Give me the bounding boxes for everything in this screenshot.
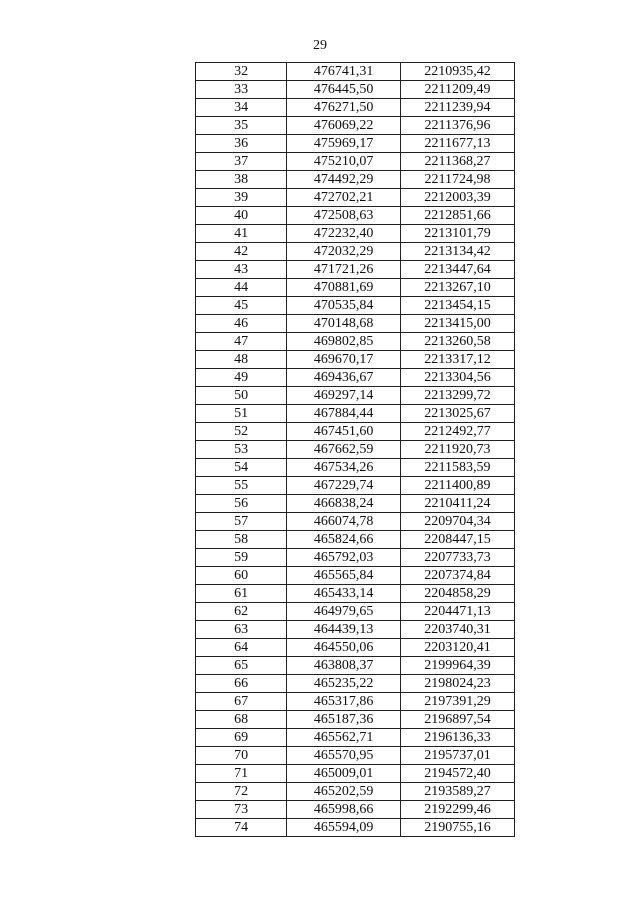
- y-coordinate-cell: 2207374,84: [401, 567, 515, 585]
- table-row: [196, 261, 515, 279]
- table-row: [196, 657, 515, 675]
- x-coordinate-cell: 465187,36: [287, 711, 401, 729]
- x-coordinate-cell: 465235,22: [287, 675, 401, 693]
- point-number-cell: 47: [196, 333, 287, 351]
- y-coordinate-cell: 2213454,15: [401, 297, 515, 315]
- point-number-cell: 63: [196, 621, 287, 639]
- point-number-cell: 44: [196, 279, 287, 297]
- y-coordinate-cell: 2207733,73: [401, 549, 515, 567]
- x-coordinate-cell: 469297,14: [287, 387, 401, 405]
- x-coordinate-cell: 465562,71: [287, 729, 401, 747]
- x-coordinate-cell: 467662,59: [287, 441, 401, 459]
- x-coordinate-cell: 470535,84: [287, 297, 401, 315]
- coordinates-table-body: [196, 63, 515, 837]
- table-row: [196, 423, 515, 441]
- y-coordinate-cell: 2213260,58: [401, 333, 515, 351]
- table-row: [196, 675, 515, 693]
- point-number-cell: 46: [196, 315, 287, 333]
- y-coordinate-cell: 2196897,54: [401, 711, 515, 729]
- point-number-cell: 51: [196, 405, 287, 423]
- point-number-cell: 56: [196, 495, 287, 513]
- page-number: 29: [313, 38, 327, 53]
- y-coordinate-cell: 2212492,77: [401, 423, 515, 441]
- table-row: [196, 603, 515, 621]
- y-coordinate-cell: 2196136,33: [401, 729, 515, 747]
- point-number-cell: 62: [196, 603, 287, 621]
- coordinates-table: [195, 62, 515, 837]
- x-coordinate-cell: 465317,86: [287, 693, 401, 711]
- point-number-cell: 42: [196, 243, 287, 261]
- point-number-cell: 35: [196, 117, 287, 135]
- table-row: [196, 639, 515, 657]
- y-coordinate-cell: 2211376,96: [401, 117, 515, 135]
- y-coordinate-cell: 2213101,79: [401, 225, 515, 243]
- y-coordinate-cell: 2213134,42: [401, 243, 515, 261]
- x-coordinate-cell: 470148,68: [287, 315, 401, 333]
- y-coordinate-cell: 2203740,31: [401, 621, 515, 639]
- table-row: [196, 495, 515, 513]
- y-coordinate-cell: 2198024,23: [401, 675, 515, 693]
- x-coordinate-cell: 467884,44: [287, 405, 401, 423]
- x-coordinate-cell: 466838,24: [287, 495, 401, 513]
- y-coordinate-cell: 2211583,59: [401, 459, 515, 477]
- point-number-cell: 43: [196, 261, 287, 279]
- point-number-cell: 38: [196, 171, 287, 189]
- x-coordinate-cell: 465202,59: [287, 783, 401, 801]
- point-number-cell: 50: [196, 387, 287, 405]
- y-coordinate-cell: 2211400,89: [401, 477, 515, 495]
- x-coordinate-cell: 465792,03: [287, 549, 401, 567]
- point-number-cell: 54: [196, 459, 287, 477]
- point-number-cell: 49: [196, 369, 287, 387]
- table-row: [196, 621, 515, 639]
- x-coordinate-cell: 465433,14: [287, 585, 401, 603]
- x-coordinate-cell: 467534,26: [287, 459, 401, 477]
- x-coordinate-cell: 465998,66: [287, 801, 401, 819]
- x-coordinate-cell: 464439,13: [287, 621, 401, 639]
- point-number-cell: 37: [196, 153, 287, 171]
- y-coordinate-cell: 2199964,39: [401, 657, 515, 675]
- y-coordinate-cell: 2210411,24: [401, 495, 515, 513]
- point-number-cell: 64: [196, 639, 287, 657]
- table-row: [196, 297, 515, 315]
- x-coordinate-cell: 472702,21: [287, 189, 401, 207]
- point-number-cell: 65: [196, 657, 287, 675]
- x-coordinate-cell: 465570,95: [287, 747, 401, 765]
- table-row: [196, 531, 515, 549]
- y-coordinate-cell: 2209704,34: [401, 513, 515, 531]
- table-row: [196, 747, 515, 765]
- table-row: [196, 819, 515, 837]
- y-coordinate-cell: 2213025,67: [401, 405, 515, 423]
- x-coordinate-cell: 467451,60: [287, 423, 401, 441]
- table-row: [196, 225, 515, 243]
- table-row: [196, 693, 515, 711]
- point-number-cell: 36: [196, 135, 287, 153]
- x-coordinate-cell: 467229,74: [287, 477, 401, 495]
- x-coordinate-cell: 475210,07: [287, 153, 401, 171]
- point-number-cell: 41: [196, 225, 287, 243]
- table-row: [196, 333, 515, 351]
- table-row: [196, 117, 515, 135]
- point-number-cell: 45: [196, 297, 287, 315]
- table-row: [196, 171, 515, 189]
- y-coordinate-cell: 2194572,40: [401, 765, 515, 783]
- point-number-cell: 68: [196, 711, 287, 729]
- x-coordinate-cell: 463808,37: [287, 657, 401, 675]
- y-coordinate-cell: 2213304,56: [401, 369, 515, 387]
- y-coordinate-cell: 2211209,49: [401, 81, 515, 99]
- table-row: [196, 189, 515, 207]
- table-row: [196, 63, 515, 81]
- x-coordinate-cell: 476741,31: [287, 63, 401, 81]
- y-coordinate-cell: 2197391,29: [401, 693, 515, 711]
- table-row: [196, 765, 515, 783]
- point-number-cell: 69: [196, 729, 287, 747]
- y-coordinate-cell: 2211920,73: [401, 441, 515, 459]
- table-row: [196, 405, 515, 423]
- point-number-cell: 53: [196, 441, 287, 459]
- table-row: [196, 459, 515, 477]
- y-coordinate-cell: 2211677,13: [401, 135, 515, 153]
- y-coordinate-cell: 2195737,01: [401, 747, 515, 765]
- y-coordinate-cell: 2211239,94: [401, 99, 515, 117]
- table-row: [196, 369, 515, 387]
- x-coordinate-cell: 465009,01: [287, 765, 401, 783]
- point-number-cell: 66: [196, 675, 287, 693]
- y-coordinate-cell: 2213415,00: [401, 315, 515, 333]
- x-coordinate-cell: 475969,17: [287, 135, 401, 153]
- x-coordinate-cell: 476069,22: [287, 117, 401, 135]
- point-number-cell: 39: [196, 189, 287, 207]
- table-row: [196, 351, 515, 369]
- point-number-cell: 60: [196, 567, 287, 585]
- y-coordinate-cell: 2213447,64: [401, 261, 515, 279]
- y-coordinate-cell: 2213317,12: [401, 351, 515, 369]
- y-coordinate-cell: 2213299,72: [401, 387, 515, 405]
- table-row: [196, 279, 515, 297]
- point-number-cell: 72: [196, 783, 287, 801]
- x-coordinate-cell: 470881,69: [287, 279, 401, 297]
- table-row: [196, 567, 515, 585]
- x-coordinate-cell: 465824,66: [287, 531, 401, 549]
- point-number-cell: 73: [196, 801, 287, 819]
- table-row: [196, 585, 515, 603]
- table-row: [196, 477, 515, 495]
- y-coordinate-cell: 2192299,46: [401, 801, 515, 819]
- y-coordinate-cell: 2190755,16: [401, 819, 515, 837]
- y-coordinate-cell: 2213267,10: [401, 279, 515, 297]
- x-coordinate-cell: 476445,50: [287, 81, 401, 99]
- y-coordinate-cell: 2210935,42: [401, 63, 515, 81]
- table-row: [196, 387, 515, 405]
- x-coordinate-cell: 469802,85: [287, 333, 401, 351]
- x-coordinate-cell: 472232,40: [287, 225, 401, 243]
- y-coordinate-cell: 2203120,41: [401, 639, 515, 657]
- y-coordinate-cell: 2211724,98: [401, 171, 515, 189]
- y-coordinate-cell: 2212003,39: [401, 189, 515, 207]
- table-row: [196, 153, 515, 171]
- x-coordinate-cell: 464979,65: [287, 603, 401, 621]
- table-row: [196, 801, 515, 819]
- point-number-cell: 40: [196, 207, 287, 225]
- x-coordinate-cell: 464550,06: [287, 639, 401, 657]
- y-coordinate-cell: 2204471,13: [401, 603, 515, 621]
- point-number-cell: 59: [196, 549, 287, 567]
- y-coordinate-cell: 2211368,27: [401, 153, 515, 171]
- point-number-cell: 74: [196, 819, 287, 837]
- point-number-cell: 71: [196, 765, 287, 783]
- point-number-cell: 57: [196, 513, 287, 531]
- point-number-cell: 32: [196, 63, 287, 81]
- point-number-cell: 61: [196, 585, 287, 603]
- table-row: [196, 513, 515, 531]
- table-row: [196, 549, 515, 567]
- table-row: [196, 99, 515, 117]
- table-row: [196, 207, 515, 225]
- table-row: [196, 243, 515, 261]
- x-coordinate-cell: 469670,17: [287, 351, 401, 369]
- point-number-cell: 34: [196, 99, 287, 117]
- y-coordinate-cell: 2208447,15: [401, 531, 515, 549]
- x-coordinate-cell: 472508,63: [287, 207, 401, 225]
- x-coordinate-cell: 471721,26: [287, 261, 401, 279]
- x-coordinate-cell: 472032,29: [287, 243, 401, 261]
- point-number-cell: 67: [196, 693, 287, 711]
- point-number-cell: 70: [196, 747, 287, 765]
- table-row: [196, 711, 515, 729]
- point-number-cell: 33: [196, 81, 287, 99]
- point-number-cell: 55: [196, 477, 287, 495]
- table-row: [196, 729, 515, 747]
- x-coordinate-cell: 465565,84: [287, 567, 401, 585]
- x-coordinate-cell: 476271,50: [287, 99, 401, 117]
- point-number-cell: 48: [196, 351, 287, 369]
- y-coordinate-cell: 2204858,29: [401, 585, 515, 603]
- x-coordinate-cell: 465594,09: [287, 819, 401, 837]
- point-number-cell: 52: [196, 423, 287, 441]
- table-row: [196, 315, 515, 333]
- point-number-cell: 58: [196, 531, 287, 549]
- table-row: [196, 783, 515, 801]
- y-coordinate-cell: 2193589,27: [401, 783, 515, 801]
- x-coordinate-cell: 474492,29: [287, 171, 401, 189]
- x-coordinate-cell: 466074,78: [287, 513, 401, 531]
- x-coordinate-cell: 469436,67: [287, 369, 401, 387]
- y-coordinate-cell: 2212851,66: [401, 207, 515, 225]
- table-row: [196, 135, 515, 153]
- table-row: [196, 81, 515, 99]
- table-row: [196, 441, 515, 459]
